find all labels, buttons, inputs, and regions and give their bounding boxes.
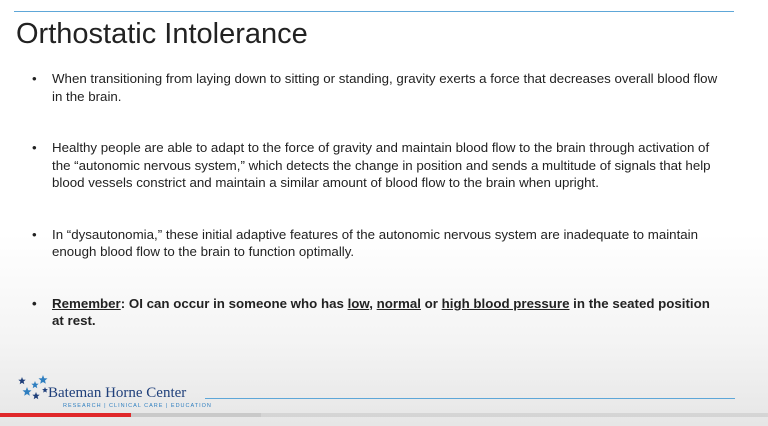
high-pressure-term: high blood pressure [441,295,570,311]
remember-text-part: or [420,295,442,311]
bullet-item-remember [30,295,720,330]
remember-text-part: in the seated position at rest. [52,295,710,328]
logo-tagline: RESEARCH | CLINICAL CARE | EDUCATION [63,403,212,409]
logo-name: Bateman Horne Center [48,385,187,401]
progress-played [0,413,131,417]
remember-label: Remember [52,295,121,311]
bullet-marker: • [32,71,37,86]
bullet-item [30,70,720,105]
bottom-divider-line [205,398,735,399]
video-progress-bar[interactable] [0,413,768,417]
bullet-marker: • [32,295,37,311]
bullet-text: When transitioning from laying down to sitting or standing, gravity exerts a force that decreases overall blood flow in the brain. [52,71,718,104]
bullet-text: In “dysautonomia,” these initial adaptive features of the autonomic nervous system are inadequate to maintain enough blood flow to the brain to function optimally. [52,226,699,259]
low-pressure-term: low [347,295,370,311]
bullet-marker: • [32,226,37,242]
bullet-text: Healthy people are able to adapt to the force of gravity and maintain blood flow to the brain through activation of the “autonomic nervous system,” which detects the change in position and sends a multitude of signals that help blood vessels constrict and maintain a similar amount of blood flow to the brain when upright. [52,140,711,190]
remember-text-part: : OI can occur in someone who has [120,295,348,311]
stars-logo-icon [16,373,50,407]
bullet-item [30,139,720,192]
bullet-marker: • [32,140,37,155]
normal-pressure-term: normal [376,295,421,311]
top-divider-line [14,11,734,12]
remember-text-part: , [369,295,377,311]
slide-title: Orthostatic Intolerance [16,18,308,50]
bateman-horne-logo [16,373,212,415]
bullet-item [30,226,720,261]
bullet-list [30,70,720,330]
